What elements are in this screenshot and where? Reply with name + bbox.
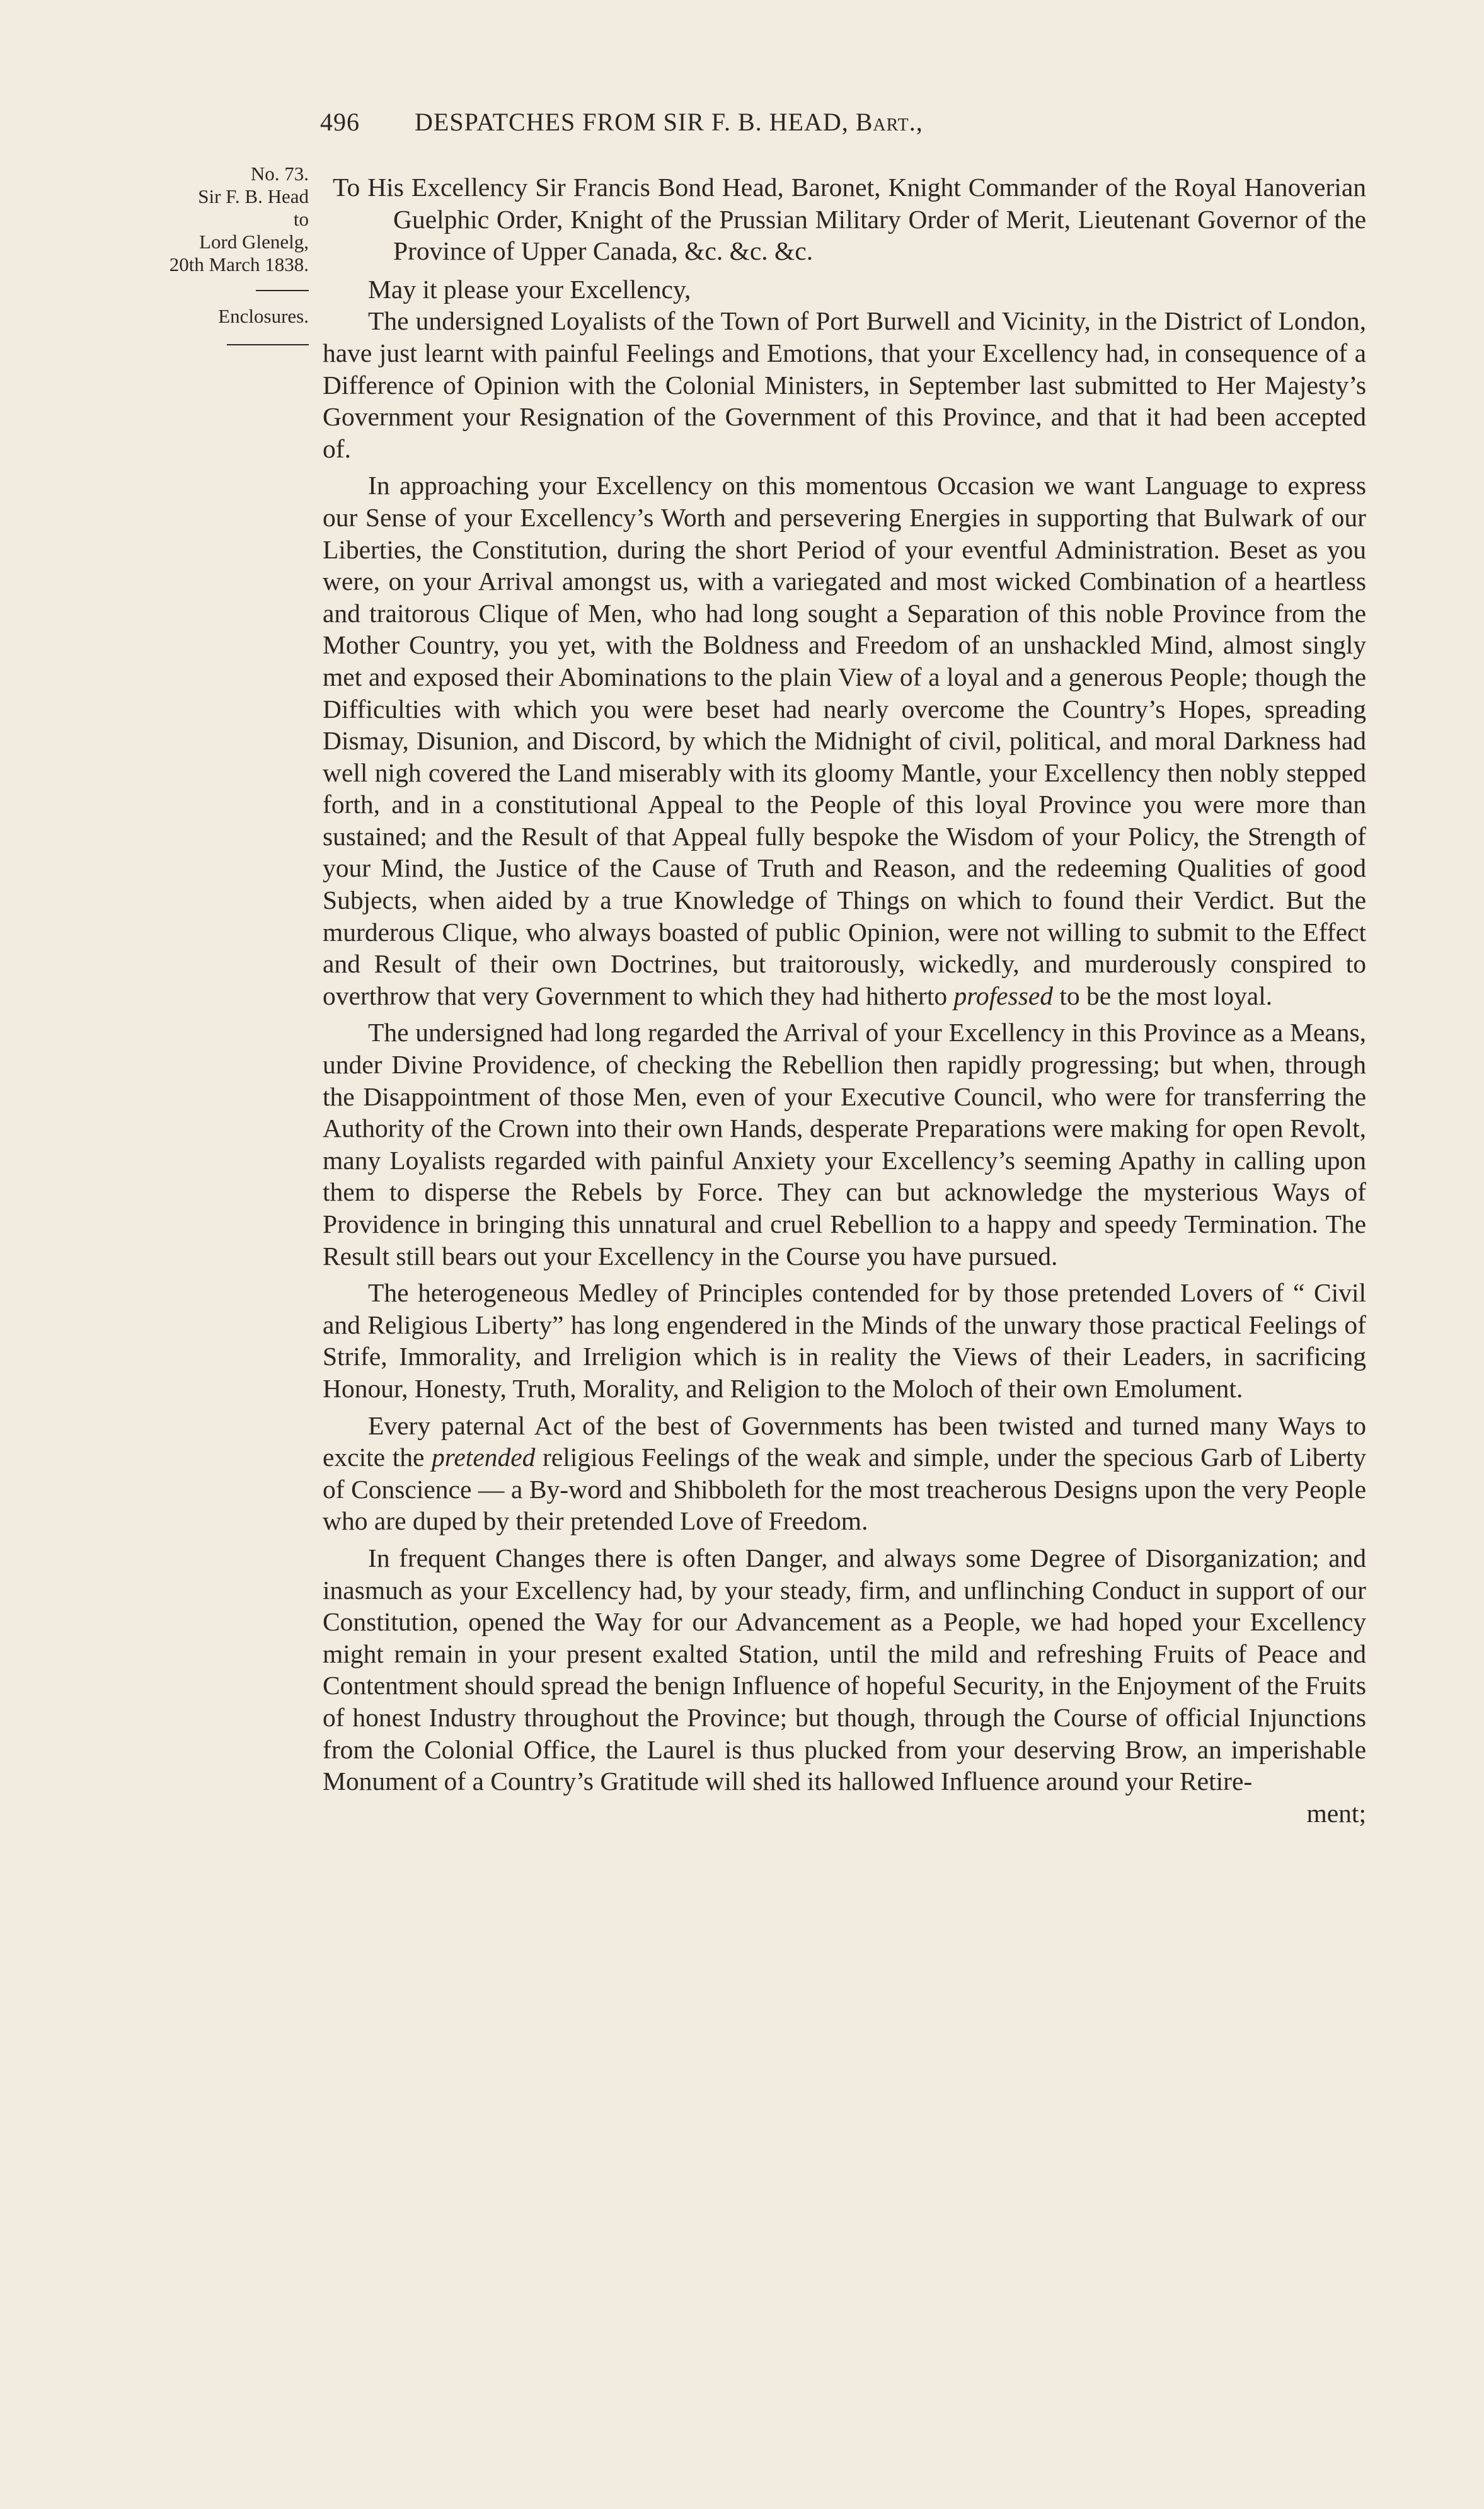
page-number: 496 (320, 108, 360, 136)
enclosures-label: Enclosures. (218, 305, 309, 327)
paragraph-3: The undersigned had long regarded the Arrival of your Excellency in this Province as a Means, under Divine Providence, of checking the Rebellion then rapidly progressing; but when, through the Disappointment of those Men, even of your Executive Council, who were for transferring the Authority of the Crown into their own Hands, desperate Preparations were making for open Revolt, many Loyalists regarded with painful Anxiety your Excellency’s seeming Apathy in calling upon them to disperse the Rebels by Force. They can but acknowledge the mysterious Ways of Providence in bringing this unnatural and cruel Rebellion to a happy and speedy Termination. The Result still bears out your Excellency in the Course you have pursued. (323, 1018, 1366, 1271)
margin-note (95, 163, 309, 345)
running-header (320, 107, 1366, 137)
running-title: DESPATCHES FROM SIR F. B. HEAD, (415, 108, 849, 136)
paragraph-5 (323, 1410, 1366, 1537)
letter-body (323, 171, 1366, 1829)
letter-address: To His Excellency Sir Francis Bond Head, Baronet, Knight Commander of the Royal Hanoverian Guelphic Order, Knight of the Prussian Military Order of Merit, Lieutenant Governor of the Province of Upper Canada, &c. &c. &c. (333, 173, 1366, 266)
despatch-from: Sir F. B. Head (198, 185, 309, 207)
despatch-recipient: Lord Glenelg, (199, 231, 309, 253)
despatch-date: 20th March 1838. (169, 253, 309, 275)
margin-divider (256, 290, 309, 291)
paragraph-5-emphasis: pretended (432, 1443, 536, 1472)
margin-divider-bottom (227, 344, 309, 345)
paragraph-6: In frequent Changes there is often Danger, and always some Degree of Disorganization; and inasmuch as your Excellency had, by your steady, firm, and unflinching Conduct in support of our Constitution, opened the Way for our Advancement as a People, we had hoped your Excellency might remain in your present exalted Station, until the mild and refreshing Fruits of Peace and Contentment should spread the benign Influence of hopeful Security, in the Enjoyment of the Fruits of honest Industry throughout the Province; but though, through the Course of official Injunctions from the Colonial Office, the Laurel is thus plucked from your deserving Brow, an imperishable Monument of a Country’s Gratitude will shed its hallowed Influence around your Retire- (323, 1543, 1366, 1796)
paragraph-1: The undersigned Loyalists of the Town of Port Burwell and Vicinity, in the District of London, have just learnt with painful Feelings and Emotions, that your Excellency had, in consequence of a Difference of Opinion with the Colonial Ministers, in September last submitted to Her Majesty’s Government your Resignation of the Government of this Province, and that it had been accepted of. (323, 306, 1366, 463)
paragraph-5-text: Every paternal Act of the best of Governments has been twisted and turned many Ways to excite the (323, 1410, 1366, 1472)
paragraph-2-end: to be the most loyal. (1059, 981, 1273, 1010)
paragraph-5-end: religious Feelings of the weak and simple, under the specious Garb of Liberty of Conscience — a By-word and Shibboleth for the most treacherous Designs upon the very People who are duped by their pretended Love of Freedom. (323, 1443, 1366, 1536)
paragraph-4: The heterogeneous Medley of Principles contended for by those pretended Lovers of “ Civil and Religious Liberty” has long engendered in the Minds of the unwary those practical Feelings of Strife, Immorality, and Irreligion which is in reality the Views of their Leaders, in sacrificing Honour, Honesty, Truth, Morality, and Religion to the Moloch of their own Emolument. (323, 1278, 1366, 1403)
paragraph-2-emphasis: professed (953, 981, 1054, 1010)
catchword: ment; (1306, 1798, 1366, 1828)
running-title-suffix: Bart., (855, 108, 923, 136)
despatch-to-word: to (293, 208, 309, 230)
despatch-number: No. 73. (250, 163, 309, 185)
paragraph-2 (323, 470, 1366, 1012)
paragraph-2-text: In approaching your Excellency on this momentous Occasion we want Language to express our Sense of your Excellency’s Worth and persevering Energies in supporting that Bulwark of our Liberties, the Constitution, during the short Period of your eventful Administration. Beset as you were, on your Arrival amongst us, with a variegated and most wicked Combination of a heartless and traitorous Clique of Men, who had long sought a Separation of this noble Province from the Mother Country, you yet, with the Boldness and Freedom of an unshackled Mind, almost singly met and exposed their Abominations to the plain View of a loyal and a generous People; though the Difficulties with which you were beset had nearly overcome the Country’s Hopes, spreading Dismay, Disunion, and Discord, by which the Midnight of civil, political, and moral Darkness had well nigh covered the Land miserably with its gloomy Mantle, your Excellency then nobly stepped forth, and in a constitutional Appeal to the People of this loyal Province you were more than sustained; and the Result of that Appeal fully bespoke the Wisdom of your Policy, the Strength of your Mind, the Justice of the Cause of Truth and Reason, and the redeeming Qualities of good Subjects, when aided by a true Knowledge of Things on which to found their Verdict. But the murderous Clique, who always boasted of public Opinion, were not willing to submit to the Effect and Result of their own Doctrines, but traitorously, wickedly, and murderously conspired to overthrow that very Government to which they had hitherto (323, 471, 1366, 1010)
letter-salutation: May it please your Excellency, (368, 274, 691, 304)
